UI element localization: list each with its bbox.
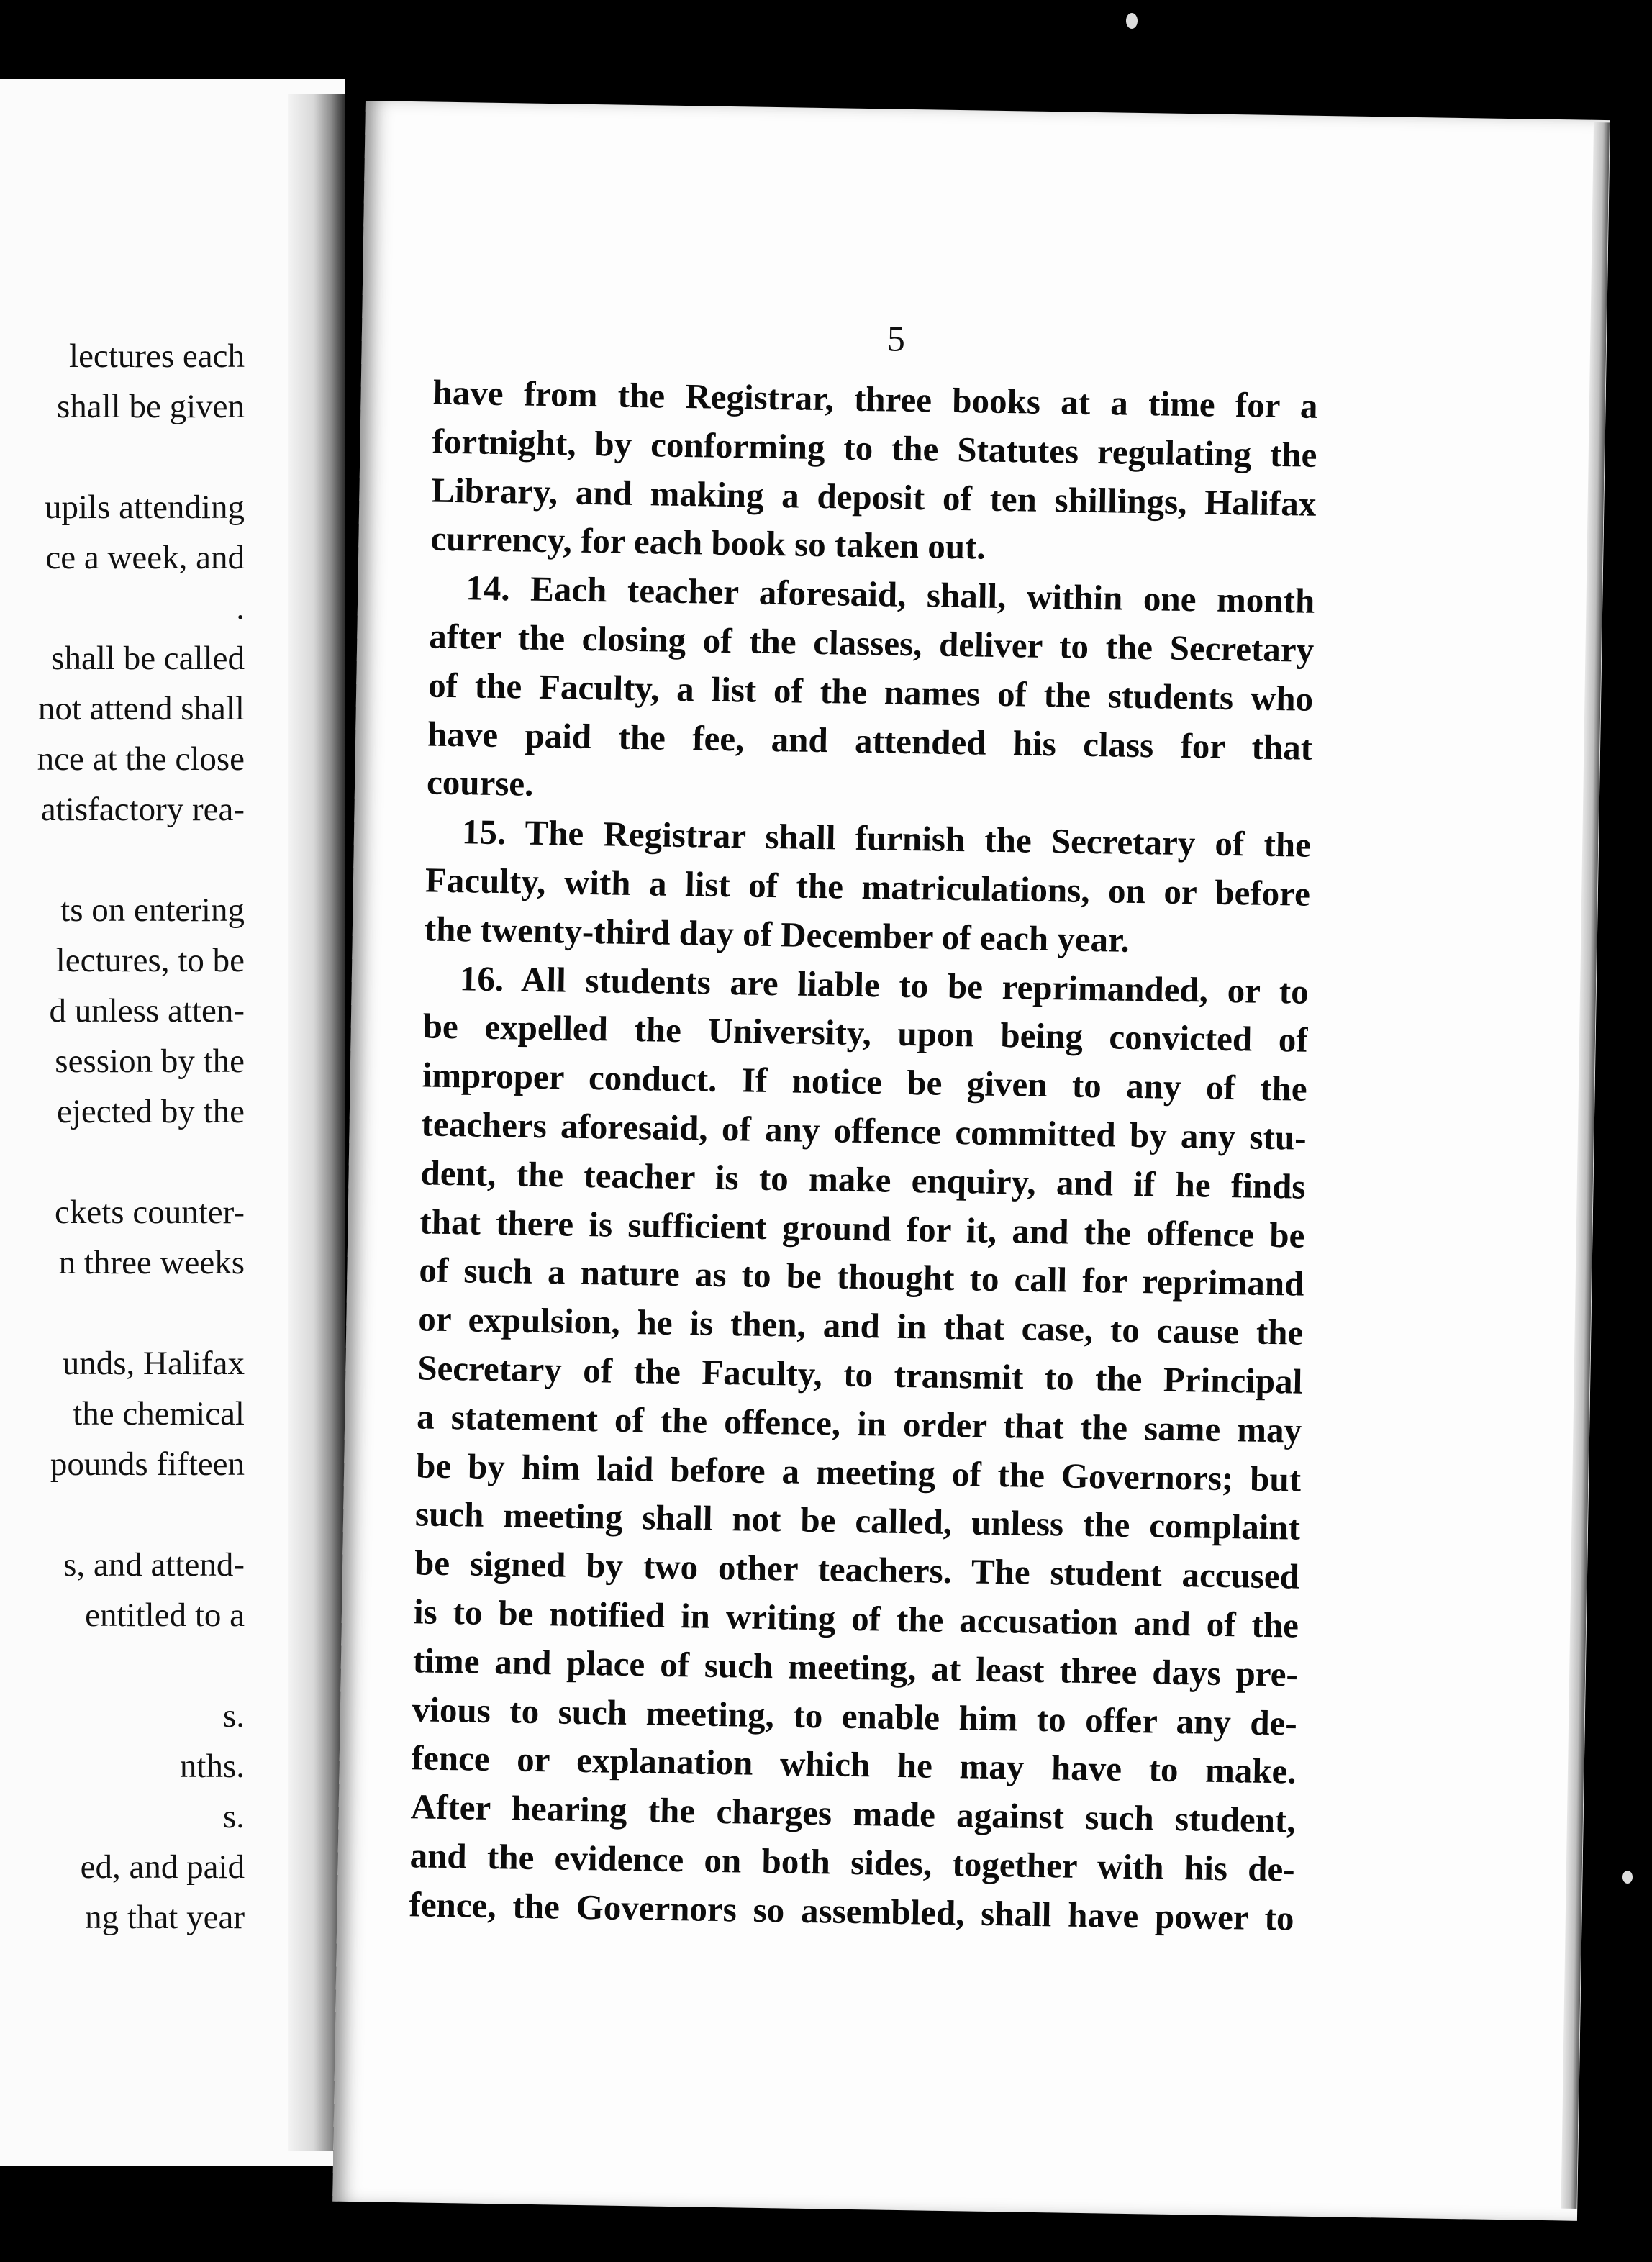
scan-speck [1622, 1871, 1633, 1884]
text-line: 16. All students are liable to be reprimanded, or to [459, 958, 1310, 1012]
left-text-line: . [236, 589, 245, 627]
text-line: time and place of such meeting, at least three days pre- [412, 1640, 1299, 1694]
text-line: of the Faculty, a list of the names of the students who [427, 665, 1314, 719]
text-line: currency, for each book so taken out. [430, 518, 986, 567]
left-text-line: lectures, to be [55, 942, 245, 979]
text-line: dent, the teacher is to make enquiry, and if he finds [420, 1153, 1306, 1207]
text-line: be signed by two other teachers. The student accused [414, 1543, 1300, 1596]
left-text-line: entitled to a [85, 1596, 245, 1634]
left-text-line: s, and attend- [63, 1546, 245, 1584]
text-line: or expulsion, he is then, and in that case, to cause the [417, 1299, 1304, 1353]
left-text-line: nths. [179, 1748, 245, 1785]
left-text-line: ckets counter- [55, 1194, 245, 1231]
text-line: fortnight, by conforming to the Statutes regulating the [432, 421, 1317, 475]
text-line: a statement of the offence, in order that the same may [416, 1396, 1302, 1450]
text-line: is to be notified in writing of the accusation and of the [413, 1591, 1299, 1645]
text-line: have paid the fee, and attended his class for that [427, 714, 1313, 768]
left-text-line: s. [222, 1798, 245, 1835]
text-line: such meeting shall not be called, unless the complaint [414, 1494, 1301, 1548]
text-line: vious to such meeting, to enable him to offer any de- [412, 1689, 1298, 1743]
left-text-line: atisfactory rea- [40, 791, 245, 828]
text-line: be by him laid before a meeting of the Governors; but [415, 1445, 1302, 1499]
text-line: Faculty, with a list of the matriculations, on or before [425, 860, 1311, 914]
text-line: and the evidence on both sides, together with his de- [409, 1835, 1295, 1889]
left-text-line: lectures each [69, 337, 245, 375]
text-line: Library, and making a deposit of ten shillings, Halifax [431, 470, 1317, 524]
text-line: improper conduct. If notice be given to any of the [422, 1055, 1308, 1109]
left-text-line: session by the [55, 1043, 245, 1080]
text-line: Secretary of the Faculty, to transmit to the Principal [417, 1348, 1303, 1402]
left-text-line: shall be given [56, 388, 245, 425]
text-line: course. [426, 762, 534, 804]
text-line: 15. The Registrar shall furnish the Secretary of the [461, 812, 1312, 865]
left-text-line: ejected by the [57, 1093, 245, 1130]
text-line: that there is sufficient ground for it, and the offence be [419, 1201, 1305, 1255]
text-line: fence, the Governors so assembled, shall have power to [409, 1884, 1294, 1938]
left-text-line: n three weeks [58, 1244, 245, 1281]
left-text-line: nce at the close [37, 740, 245, 778]
text-line: be expelled the University, upon being convicted of [422, 1006, 1309, 1060]
page-number: 5 [886, 318, 906, 359]
scan-speck [1126, 13, 1138, 29]
left-text-line: s. [222, 1697, 245, 1735]
left-text-line: shall be called [51, 640, 245, 677]
left-text-line: unds, Halifax [62, 1345, 245, 1382]
left-text-line: upils attending [44, 489, 245, 526]
text-line: of such a nature as to be thought to call for reprimand [419, 1250, 1304, 1304]
text-line: teachers aforesaid, of any offence committed by any stu- [421, 1104, 1307, 1158]
text-line: after the closing of the classes, deliver to the Secretary [428, 616, 1315, 670]
left-text-line: d unless atten- [49, 992, 245, 1030]
left-text-line: ce a week, and [45, 539, 245, 576]
left-text-line: ts on entering [60, 891, 245, 929]
text-line: have from the Registrar, three books at a time for a [432, 372, 1318, 426]
left-text-line: ed, and paid [80, 1848, 245, 1886]
left-text-line: not attend shall [37, 690, 245, 727]
text-line: the twenty-third day of December of each year. [424, 909, 1130, 960]
right-page [332, 101, 1610, 2221]
text-line: After hearing the charges made against such student, [410, 1786, 1297, 1840]
text-line: fence or explanation which he may have to make. [411, 1738, 1297, 1791]
left-text-line: the chemical [73, 1395, 245, 1432]
text-line: 14. Each teacher aforesaid, shall, within one month [465, 568, 1315, 621]
body-text [409, 368, 1318, 1943]
left-text-line: ng that year [85, 1899, 245, 1936]
gutter-shadow [288, 94, 345, 2151]
left-text-line: pounds fifteen [50, 1445, 245, 1483]
